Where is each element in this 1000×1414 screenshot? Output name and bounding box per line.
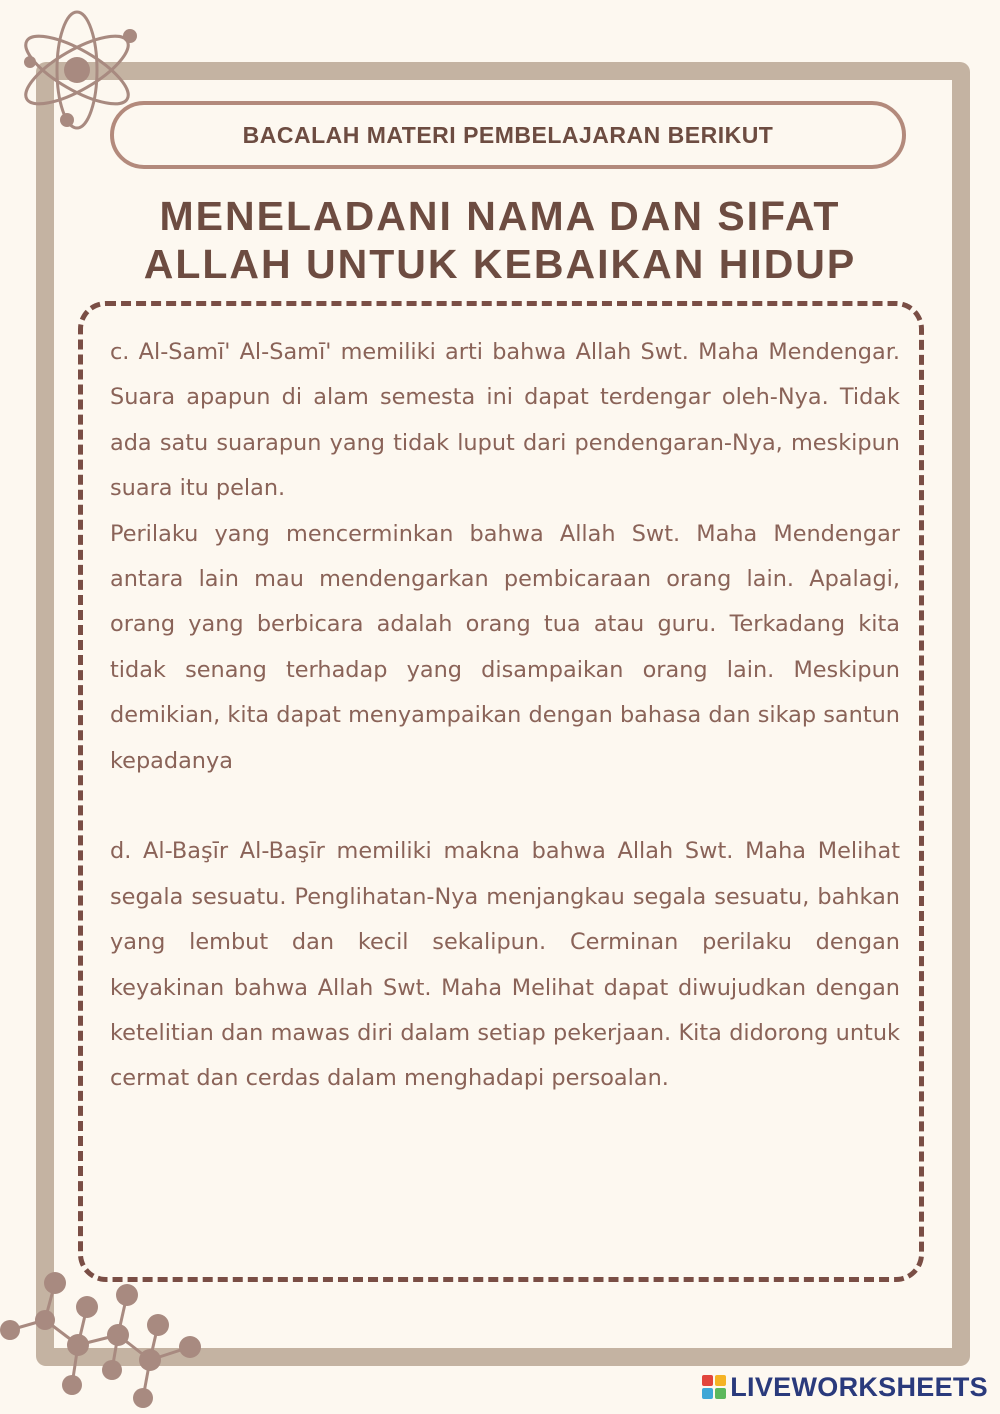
page-title xyxy=(0,192,1000,288)
logo-text: LIVEWORKSHEETS xyxy=(730,1371,988,1402)
paragraph-al-basir: d. Al-Başīr Al-Başīr memiliki makna bahwa Allah Swt. Maha Melihat segala sesuatu. Penglihatan-Nya menjangkau segala sesuatu, bahkan yang lembut dan kecil sekalipun. Cerminan perilaku dengan keyakinan bahwa Allah Swt. Maha Melihat dapat diwujudkan dengan ketelitian dan mawas diri dalam setiap pekerjaan. Kita didorong untuk cermat dan cerdas dalam menghadapi persoalan. xyxy=(110,838,900,1092)
title-line-1: MENELADANI NAMA DAN SIFAT xyxy=(159,193,841,239)
liveworksheets-logo[interactable] xyxy=(702,1370,988,1404)
instruction-label: BACALAH MATERI PEMBELAJARAN BERIKUT xyxy=(242,121,774,148)
title-line-2: ALLAH UNTUK KEBAIKAN HIDUP xyxy=(143,241,857,287)
liveworksheets-logo-icon xyxy=(702,1375,726,1399)
paragraph-gap xyxy=(110,784,900,829)
instruction-header xyxy=(110,101,906,169)
molecule-icon xyxy=(0,1265,215,1414)
paragraph-al-sami: c. Al-Samī' Al-Samī' memiliki arti bahwa Allah Swt. Maha Mendengar. Suara apapun di alam semesta ini dapat terdengar oleh-Nya. Tidak ada satu suarapun yang tidak luput dari pendengaran-Nya, meskipun suara itu pelan. xyxy=(110,339,900,502)
paragraph-behavior-sami: Perilaku yang mencerminkan bahwa Allah Swt. Maha Mendengar antara lain mau mendengarkan pembicaraan orang lain. Apalagi, orang yang berbicara adalah orang tua atau guru. Terkadang kita tidak senang terhadap yang disampaikan orang lain. Meskipun demikian, kita dapat menyampaikan dengan bahasa dan sikap santun kepadanya xyxy=(110,520,900,774)
reading-text xyxy=(110,330,900,1102)
